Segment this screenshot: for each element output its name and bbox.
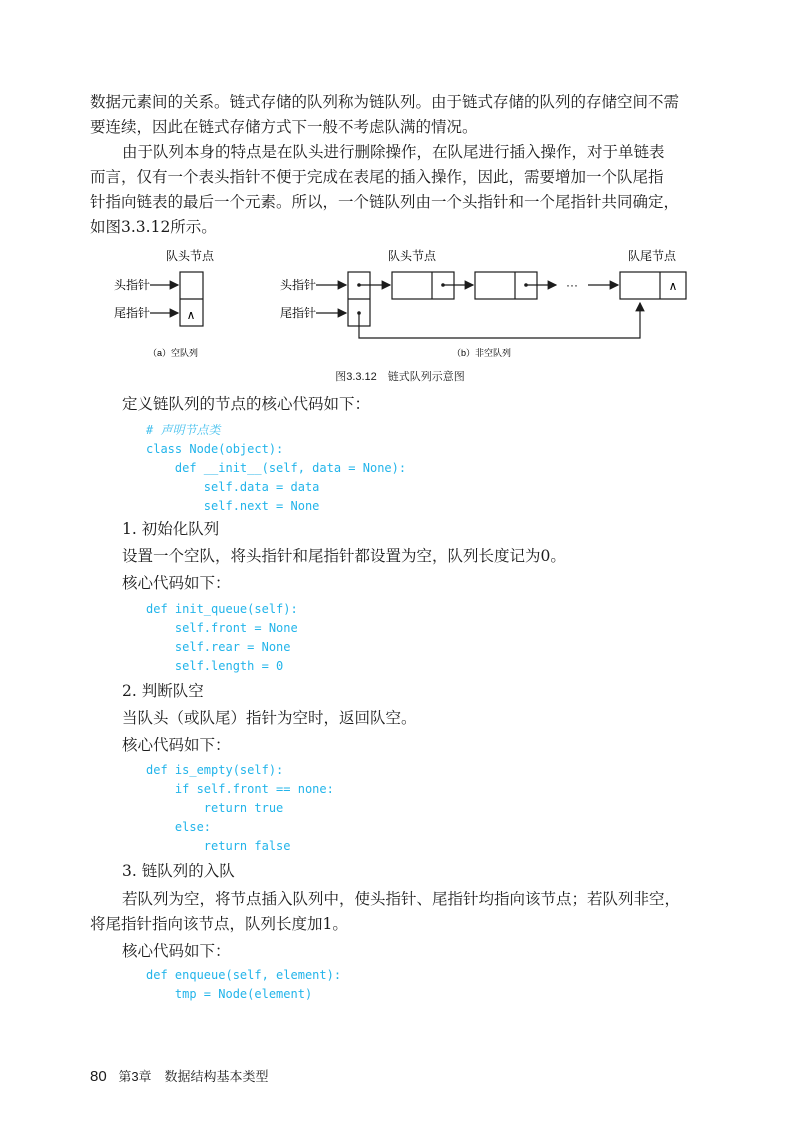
a-node-title: 队头节点 (165, 249, 215, 263)
init-code-block (146, 600, 298, 676)
a-null-mark: ∧ (186, 308, 196, 322)
paragraph-line: 将尾指针指向该节点，队列长度加1。 (90, 915, 348, 933)
code-line: tmp = Node(element) (146, 987, 313, 1001)
b-tail-label: 尾指针 (280, 306, 317, 320)
section2-intro: 核心代码如下： (122, 736, 231, 754)
code-line: def __init__(self, data = None): (146, 461, 407, 475)
code-line: # 声明节点类 (146, 423, 221, 437)
b-ellipsis: ··· (566, 278, 578, 292)
is-empty-code-block (146, 761, 334, 856)
a-tail-label: 尾指针 (114, 306, 151, 320)
section1-heading: 1. 初始化队列 (122, 520, 220, 538)
code-line: return true (146, 801, 284, 815)
code-line: self.data = data (146, 480, 320, 494)
paragraph-line: 由于队列本身的特点是在队头进行删除操作，在队尾进行插入操作，对于单链表 (122, 143, 665, 161)
node-code-block (146, 421, 406, 516)
page-number: 80 (90, 1068, 107, 1085)
b-tail-node-title: 队尾节点 (627, 249, 677, 263)
section2-desc: 当队头（或队尾）指针为空时，返回队空。 (122, 709, 417, 727)
b-head-node-title: 队头节点 (387, 249, 437, 263)
section3-heading: 3. 链队列的入队 (122, 862, 235, 880)
section3-desc (90, 887, 720, 937)
a-head-label: 头指针 (114, 278, 151, 292)
a-caption: （a）空队列 (148, 348, 199, 358)
code-line: def is_empty(self): (146, 763, 284, 777)
b-null-mark: ∧ (668, 279, 678, 293)
b-head-label: 头指针 (280, 278, 317, 292)
linked-queue-figure (100, 248, 700, 378)
section1-desc: 设置一个空队，将头指针和尾指针都设置为空，队列长度记为0。 (122, 547, 566, 565)
page-footer (90, 1066, 269, 1085)
figure-diagram (100, 248, 700, 368)
paragraph-line: 如图3.3.12所示。 (90, 218, 217, 236)
paragraph-line: 数据元素间的关系。链式存储的队列称为链队列。由于链式存储的队列的存储空间不需 (90, 93, 680, 111)
code-line: def enqueue(self, element): (146, 968, 342, 982)
tail-pointer-arrow (359, 303, 640, 338)
figure-caption: 图3.3.12 链式队列示意图 (335, 371, 465, 383)
code-line: self.front = None (146, 621, 298, 635)
code-line: self.next = None (146, 499, 320, 513)
intro-paragraphs (90, 90, 720, 240)
paragraph-line: 若队列为空，将节点插入队列中，使头指针、尾指针均指向该节点；若队列非空， (122, 890, 681, 908)
code-line: def init_queue(self): (146, 602, 298, 616)
code-line: if self.front == none: (146, 782, 334, 796)
b-caption: （b）非空队列 (452, 348, 512, 358)
code-line: class Node(object): (146, 442, 284, 456)
section3-intro: 核心代码如下： (122, 942, 231, 960)
code-line: return false (146, 839, 291, 853)
code-line: else: (146, 820, 212, 834)
enqueue-code-block (146, 966, 341, 1004)
chapter-title: 第3章 数据结构基本类型 (118, 1069, 269, 1084)
code-line: self.length = 0 (146, 659, 284, 673)
paragraph-line: 要连续，因此在链式存储方式下一般不考虑队满的情况。 (90, 118, 478, 136)
paragraph-line: 针指向链表的最后一个元素。所以，一个链队列由一个头指针和一个尾指针共同确定， (90, 193, 680, 211)
section2-heading: 2. 判断队空 (122, 682, 204, 700)
node-intro: 定义链队列的节点的核心代码如下： (122, 395, 371, 413)
code-line: self.rear = None (146, 640, 291, 654)
section1-intro: 核心代码如下： (122, 574, 231, 592)
paragraph-line: 而言，仅有一个表头指针不便于完成在表尾的插入操作，因此，需要增加一个队尾指 (90, 168, 664, 186)
